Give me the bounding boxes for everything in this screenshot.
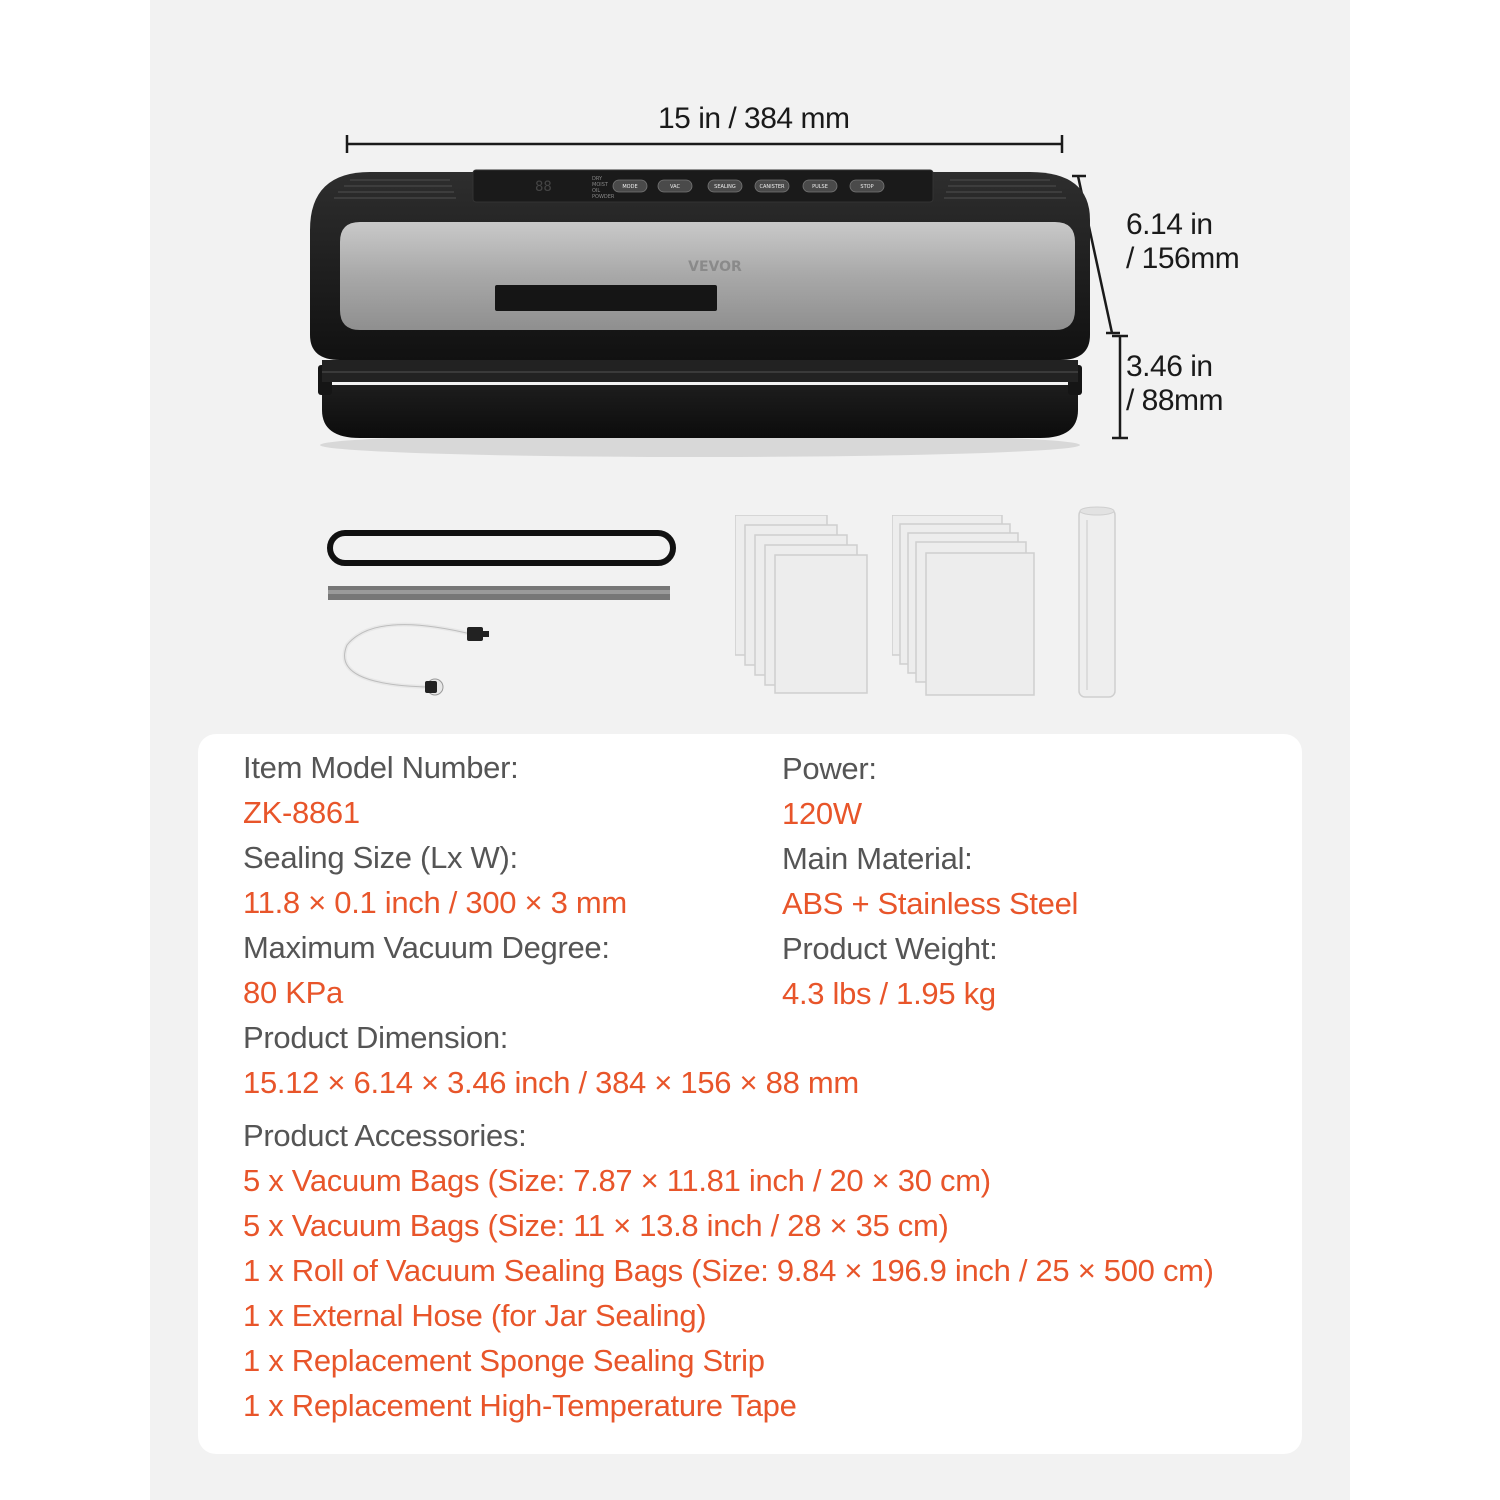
width-label: 15 in / 384 mm	[658, 102, 850, 135]
product-weight-label: Product Weight:	[782, 931, 998, 966]
svg-text:MOIST: MOIST	[592, 182, 608, 188]
vacuum-bags-small-image	[735, 515, 875, 695]
product-weight-value: 4.3 lbs / 1.95 kg	[782, 976, 996, 1011]
accessory-item: 1 x Replacement Sponge Sealing Strip	[243, 1343, 765, 1378]
svg-text:VAC: VAC	[670, 184, 680, 190]
vacuum-sealer-image	[300, 160, 1100, 460]
power-value: 120W	[782, 796, 862, 831]
sealing-size-label: Sealing Size (Lx W):	[243, 840, 518, 875]
vacuum-bags-large-image	[892, 515, 1042, 700]
accessory-item: 1 x Replacement High-Temperature Tape	[243, 1388, 797, 1423]
specification-card	[198, 734, 1302, 1454]
main-material-label: Main Material:	[782, 841, 973, 876]
svg-text:88: 88	[535, 179, 552, 195]
main-material-value: ABS + Stainless Steel	[782, 886, 1079, 921]
svg-text:POWDER: POWDER	[592, 194, 615, 200]
svg-text:OIL: OIL	[592, 188, 601, 194]
sealing-size-value: 11.8 × 0.1 inch / 300 × 3 mm	[243, 885, 627, 920]
product-dimension-value: 15.12 × 6.14 × 3.46 inch / 384 × 156 × 88 mm	[243, 1065, 859, 1100]
power-label: Power:	[782, 751, 877, 786]
svg-text:MODE: MODE	[622, 184, 638, 190]
svg-text:CANISTER: CANISTER	[759, 184, 785, 190]
vacuum-degree-label: Maximum Vacuum Degree:	[243, 930, 610, 965]
accessories-label: Product Accessories:	[243, 1118, 527, 1153]
height-label-line1: 3.46 in	[1126, 350, 1213, 383]
accessory-item: 5 x Vacuum Bags (Size: 11 × 13.8 inch / 28 × 35 cm)	[243, 1208, 949, 1243]
height-label-line2: / 88mm	[1126, 384, 1224, 417]
external-hose-image	[335, 615, 500, 700]
svg-text:SEALING: SEALING	[714, 184, 736, 190]
accessory-item: 1 x External Hose (for Jar Sealing)	[243, 1298, 707, 1333]
model-number-label: Item Model Number:	[243, 750, 519, 785]
vacuum-roll-image	[1075, 505, 1120, 700]
svg-text:STOP: STOP	[860, 184, 874, 190]
svg-text:DRY: DRY	[592, 176, 603, 182]
accessory-item: 1 x Roll of Vacuum Sealing Bags (Size: 9.84 × 196.9 inch / 25 × 500 cm)	[243, 1253, 1214, 1288]
product-dimension-label: Product Dimension:	[243, 1020, 509, 1055]
depth-label-line2: / 156mm	[1126, 242, 1240, 275]
svg-text:VEVOR: VEVOR	[688, 259, 742, 275]
sealing-gasket-image	[325, 528, 680, 608]
model-number-value: ZK-8861	[243, 795, 360, 830]
accessory-item: 5 x Vacuum Bags (Size: 7.87 × 11.81 inch / 20 × 30 cm)	[243, 1163, 991, 1198]
svg-text:PULSE: PULSE	[812, 184, 828, 190]
depth-label-line1: 6.14 in	[1126, 208, 1213, 241]
vacuum-degree-value: 80 KPa	[243, 975, 343, 1010]
